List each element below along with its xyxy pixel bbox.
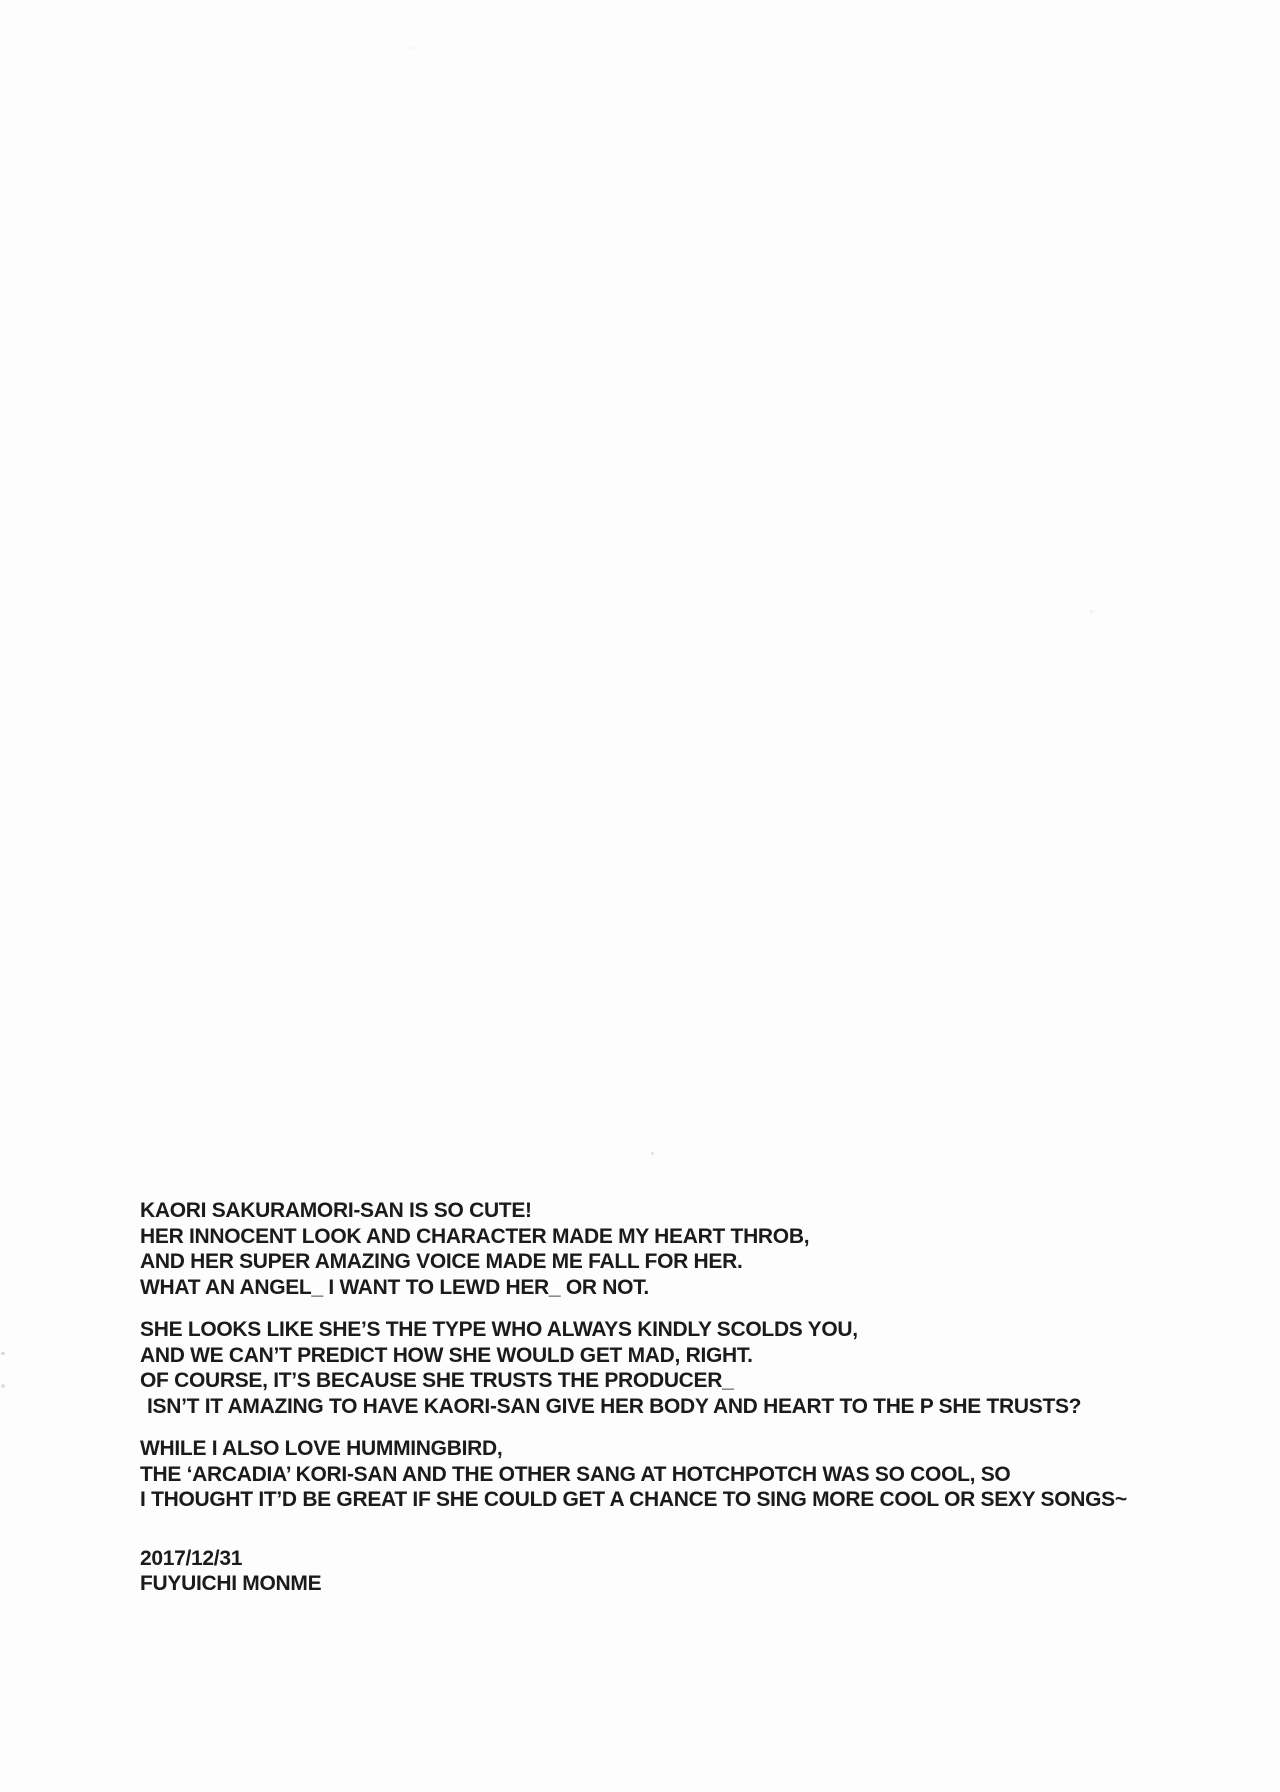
signature-date: 2017/12/31 (140, 1546, 243, 1570)
text-line: THE ‘ARCADIA’ KORI-SAN AND THE OTHER SANG AT HOTCHPOTCH WAS SO COOL, SO (140, 1462, 1011, 1486)
text-line: AND WE CAN’T PREDICT HOW SHE WOULD GET MAD, RIGHT. (140, 1343, 753, 1367)
text-line: WHAT AN ANGEL_ I WANT TO LEWD HER_ OR NOT. (140, 1275, 649, 1299)
scan-artifact-dot (1, 1352, 5, 1355)
text-line: WHILE I ALSO LOVE HUMMINGBIRD, (140, 1437, 503, 1460)
scan-artifact-dot (409, 47, 412, 49)
afterword-paragraph-2 (140, 1317, 1127, 1419)
text-line: ISN’T IT AMAZING TO HAVE KAORI-SAN GIVE HER BODY AND HEART TO THE P SHE TRUSTS? (147, 1394, 1082, 1418)
afterword-paragraph-1 (140, 1198, 1127, 1300)
signature-author: FUYUICHI MONME (140, 1572, 322, 1595)
scan-artifact-dot (651, 1152, 654, 1155)
text-line: SHE LOOKS LIKE SHE’S THE TYPE WHO ALWAYS KINDLY SCOLDS YOU, (140, 1318, 858, 1341)
signature-block (140, 1546, 1127, 1597)
scan-artifact-dot (1, 1384, 5, 1388)
text-line: KAORI SAKURAMORI-SAN IS SO CUTE! (140, 1199, 532, 1222)
text-line: OF COURSE, IT’S BECAUSE SHE TRUSTS THE PRODUCER_ (140, 1369, 734, 1392)
scan-artifact-dot (1090, 610, 1093, 613)
text-line: I THOUGHT IT’D BE GREAT IF SHE COULD GET A CHANCE TO SING MORE COOL OR SEXY SONGS~ (140, 1488, 1127, 1511)
afterword-paragraph-3 (140, 1436, 1127, 1513)
text-line: HER INNOCENT LOOK AND CHARACTER MADE MY HEART THROB, (140, 1224, 810, 1248)
text-line: AND HER SUPER AMAZING VOICE MADE ME FALL FOR HER. (140, 1250, 743, 1273)
afterword-text-block (140, 1198, 1127, 1614)
